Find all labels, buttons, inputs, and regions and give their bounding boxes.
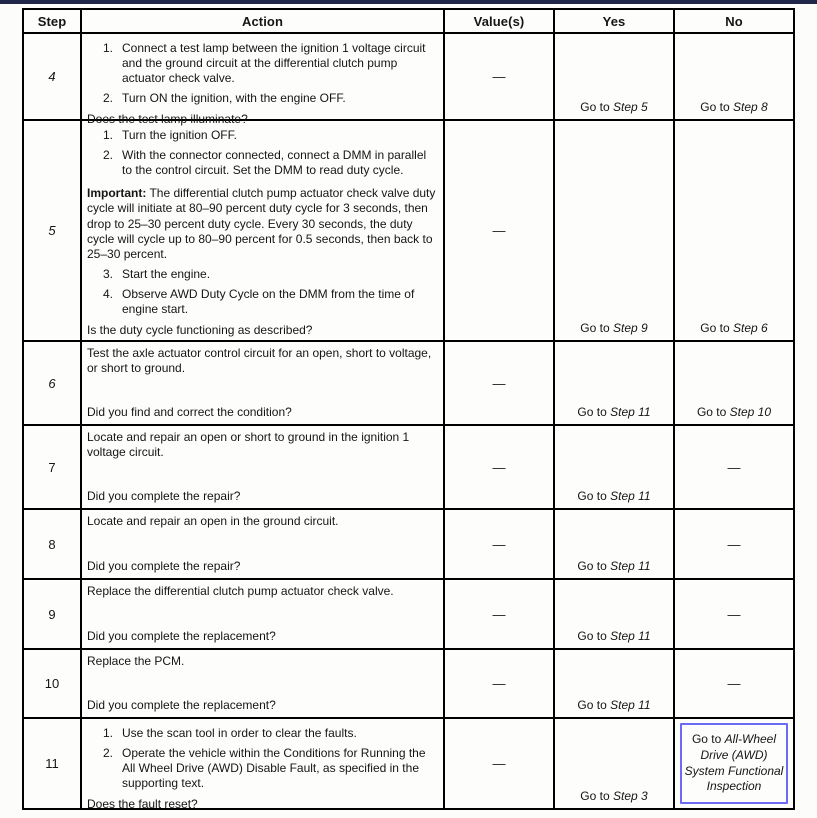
goto-target: All-Wheel Drive (AWD) System Functional Inspection (684, 732, 784, 794)
column-header-step: Step (37, 13, 67, 29)
item-number: 1. (103, 726, 114, 740)
action-item (87, 128, 438, 143)
column-header-yes: Yes (553, 10, 673, 32)
action-text: Locate and repair an open or short to ground in the ignition 1 voltage circuit. (87, 430, 410, 460)
action-item (87, 267, 438, 282)
goto-target: Step 9 (613, 321, 648, 335)
action-cell (80, 121, 443, 340)
value-dash: — (492, 676, 506, 691)
important-note (87, 186, 438, 262)
action-item (87, 148, 438, 178)
no-cell (673, 580, 793, 648)
action-content (87, 428, 438, 460)
value-dash: — (492, 375, 506, 391)
goto-text (580, 100, 647, 114)
goto-text (700, 100, 767, 114)
no-cell (673, 121, 793, 340)
no-cell (673, 342, 793, 424)
step-number: 11 (45, 756, 59, 771)
goto-prefix: Go to (700, 100, 730, 114)
step-number: 7 (48, 459, 56, 475)
table-row (24, 340, 793, 424)
column-header-action: Action (80, 10, 443, 32)
value-dash: — (492, 69, 506, 84)
question-text: Does the fault reset? (87, 797, 198, 812)
no-dash: — (727, 676, 741, 691)
action-cell (80, 34, 443, 127)
important-label: Important: (87, 186, 147, 201)
value-dash: — (492, 536, 506, 552)
goto-text (700, 321, 767, 335)
question-text: Did you complete the repair? (87, 488, 241, 503)
yes-cell (553, 510, 673, 578)
item-number: 2. (103, 746, 114, 761)
step-cell (24, 580, 80, 648)
value-cell (443, 426, 553, 508)
value-cell (443, 34, 553, 119)
question-text: Did you complete the replacement? (87, 697, 276, 712)
item-number: 2. (103, 91, 114, 106)
goto-text (577, 489, 650, 503)
goto-prefix: Go to (580, 100, 610, 114)
goto-target: Step 11 (610, 489, 651, 503)
question-text: Does the test lamp illuminate? (87, 112, 248, 127)
item-text: Turn ON the ignition, with the engine OFF. (122, 91, 346, 106)
diagnostic-table (22, 8, 795, 810)
item-text: With the connector connected, connect a DMM in parallel to the control circuit. Set the DMM to read duty cycle. (122, 148, 427, 178)
action-content (87, 652, 438, 669)
no-cell (673, 650, 793, 717)
goto-prefix: Go to (577, 559, 607, 573)
table-row (24, 508, 793, 578)
table-row (24, 648, 793, 717)
goto-target: Step 10 (729, 405, 772, 419)
no-dash: — (727, 536, 741, 552)
action-cell (80, 342, 443, 424)
goto-text (580, 789, 647, 803)
step-number: 9 (48, 606, 56, 622)
action-item (87, 41, 438, 86)
action-item (87, 91, 438, 106)
action-item (87, 287, 438, 317)
action-cell (80, 510, 443, 578)
action-content (87, 344, 438, 376)
step-number: 8 (48, 536, 56, 552)
goto-text (683, 732, 785, 794)
item-number: 3. (103, 266, 114, 281)
goto-prefix: Go to (577, 405, 607, 419)
step-number: 10 (44, 676, 60, 691)
yes-cell (553, 580, 673, 648)
action-text: Locate and repair an open in the ground circuit. (87, 514, 339, 528)
action-cell (80, 719, 443, 812)
item-text: Connect a test lamp between the ignition 1 voltage circuit and the ground circuit at the differential clutch pump actuator check valve. (122, 41, 426, 86)
yes-cell (553, 121, 673, 340)
action-text: Test the axle actuator control circuit for an open, short to voltage, or short to ground. (87, 346, 432, 376)
step-cell (24, 510, 80, 578)
item-text: Observe AWD Duty Cycle on the DMM from the time of engine start. (122, 286, 415, 317)
goto-text (580, 321, 647, 335)
action-content (87, 721, 438, 791)
item-number: 2. (103, 148, 114, 163)
action-content (87, 36, 438, 106)
question-text: Did you complete the repair? (87, 558, 241, 573)
goto-target: Step 8 (733, 100, 768, 114)
step-cell (24, 426, 80, 508)
item-text: Use the scan tool in order to clear the faults. (122, 726, 357, 740)
yes-cell (553, 342, 673, 424)
question-text: Is the duty cycle functioning as described? (87, 323, 313, 338)
table-row (24, 119, 793, 340)
yes-cell (553, 650, 673, 717)
no-dash: — (727, 606, 741, 622)
value-dash: — (492, 756, 506, 771)
item-number: 1. (103, 41, 114, 55)
action-item (87, 746, 438, 791)
value-cell (443, 719, 553, 808)
step-cell (24, 34, 80, 119)
table-row (24, 717, 793, 812)
value-cell (443, 510, 553, 578)
column-header-no: No (673, 10, 793, 32)
goto-prefix: Go to (696, 405, 727, 419)
goto-target: Step 5 (613, 100, 648, 114)
goto-text (577, 559, 650, 573)
value-cell (443, 342, 553, 424)
goto-prefix: Go to (577, 629, 607, 643)
goto-prefix: Go to (577, 489, 607, 503)
item-text: Operate the vehicle within the Conditions for Running the All Wheel Drive (AWD) Disable Fault, as specified in the supporting text. (122, 746, 426, 791)
no-cell (673, 426, 793, 508)
action-text: Replace the differential clutch pump actuator check valve. (87, 584, 394, 598)
table-row (24, 424, 793, 508)
yes-cell (553, 426, 673, 508)
column-header-values: Value(s) (443, 10, 553, 32)
item-number: 4. (103, 286, 114, 301)
goto-text (697, 405, 771, 419)
important-text: The differential clutch pump actuator check valve duty cycle will initiate at 80–90 percent duty cycle for 3 seconds, then drop to 25–30 percent duty cycle. Every 30 seconds, the duty cycle will cycle up to 80–90 percent for 0.5 seconds, then back to 25–30 percent. (87, 186, 436, 261)
goto-prefix: Go to (577, 698, 607, 712)
no-cell (673, 510, 793, 578)
goto-prefix: Go to (700, 321, 730, 335)
item-number: 1. (103, 128, 114, 142)
goto-prefix: Go to (580, 321, 610, 335)
no-dash: — (727, 459, 741, 475)
step-cell (24, 121, 80, 340)
step-cell (24, 719, 80, 808)
step-number: 4 (48, 69, 56, 84)
table-row (24, 32, 793, 127)
step-number: 5 (48, 223, 56, 238)
value-cell (443, 580, 553, 648)
value-dash: — (492, 223, 506, 238)
goto-text (577, 405, 650, 419)
table-header-row (24, 10, 793, 32)
action-cell (80, 426, 443, 508)
awd-inspection-link[interactable] (680, 723, 788, 804)
action-content (87, 123, 438, 317)
goto-target: Step 3 (613, 789, 648, 803)
yes-cell (553, 719, 673, 808)
step-cell (24, 650, 80, 717)
action-content (87, 512, 438, 529)
goto-prefix: Go to (691, 732, 722, 747)
question-text: Did you complete the replacement? (87, 628, 276, 643)
table-row (24, 578, 793, 648)
value-cell (443, 650, 553, 717)
step-number: 6 (48, 375, 56, 391)
action-item (87, 726, 438, 741)
goto-target: Step 11 (610, 405, 651, 419)
goto-text (577, 629, 650, 643)
value-dash: — (492, 459, 506, 475)
item-text: Start the engine. (122, 266, 211, 281)
action-cell (80, 580, 443, 648)
goto-target: Step 11 (610, 559, 651, 573)
question-text: Did you find and correct the condition? (87, 404, 292, 419)
item-text: Turn the ignition OFF. (122, 128, 237, 142)
goto-target: Step 6 (733, 321, 768, 335)
no-cell (673, 719, 793, 808)
goto-text (577, 698, 650, 712)
goto-target: Step 11 (610, 698, 651, 712)
page-top-rule (0, 0, 817, 4)
no-cell (673, 34, 793, 119)
step-cell (24, 342, 80, 424)
goto-target: Step 11 (610, 629, 651, 643)
value-cell (443, 121, 553, 340)
goto-prefix: Go to (580, 789, 610, 803)
action-cell (80, 650, 443, 717)
value-dash: — (492, 606, 506, 622)
yes-cell (553, 34, 673, 119)
action-text: Replace the PCM. (87, 654, 185, 668)
action-content (87, 582, 438, 599)
